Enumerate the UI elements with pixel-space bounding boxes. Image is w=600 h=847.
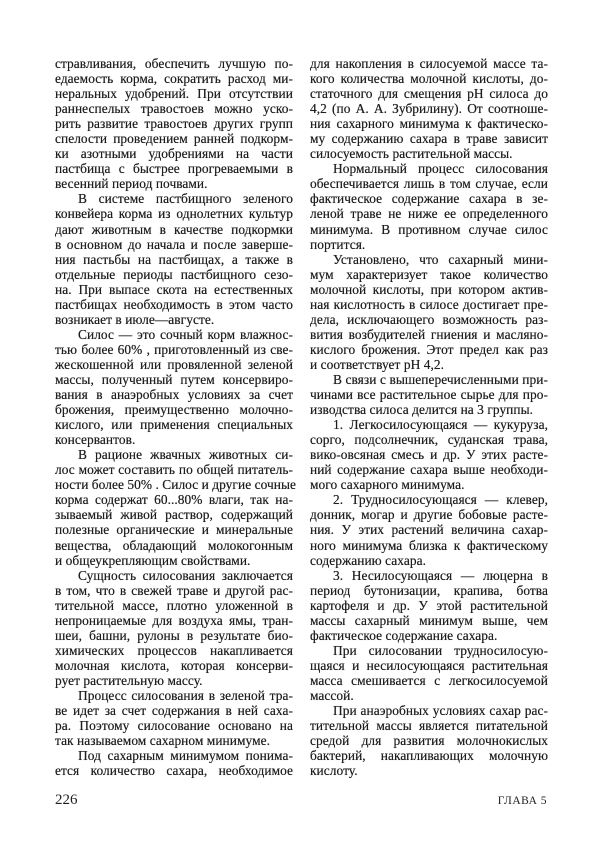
text-line: весенний период почвами. (55, 176, 208, 192)
paragraph (55, 327, 293, 447)
text-line: кислого, или применения специальных (55, 417, 293, 433)
text-line: портится. (310, 236, 366, 252)
text-line: полезные органические и минеральные (55, 522, 293, 538)
text-line: вещества, обладающий молокогонным (55, 537, 293, 553)
text-line: бактерий, накапливающих молочную (310, 748, 548, 764)
text-line: В связи с вышеперечисленными при- (333, 371, 548, 387)
paragraph (310, 372, 548, 417)
text-line: и соответствует рН 4,2. (310, 356, 444, 372)
text-line: фактическое содержание сахара в зе- (310, 191, 548, 207)
text-line: непроницаемые для воздуха ямы, тран- (55, 612, 293, 628)
text-line: массой. (310, 687, 354, 703)
paragraph (310, 492, 548, 567)
paragraph (310, 417, 548, 492)
text-line: едаемость корма, сократить расход ми- (55, 71, 293, 87)
text-line: средой для развития молочнокислых (310, 733, 548, 749)
text-line: ний содержание сахара выше необходи- (310, 462, 548, 478)
paragraph (55, 56, 293, 191)
text-line: ная кислотность в силосе достигает пре- (310, 296, 548, 312)
text-line: В рационе жвачных животных си- (78, 447, 293, 463)
paragraph (310, 643, 548, 703)
text-line: дела, исключающего возможность раз- (310, 311, 548, 327)
text-line: кислоту. (310, 763, 358, 779)
text-line: 2. Трудносилосующаяся — клевер, (333, 492, 548, 508)
text-line: вития возбудителей гниения и масляно- (310, 326, 548, 342)
running-footer-chapter: ГЛАВА 5 (497, 795, 547, 807)
text-line: для накопления в силосуемой массе та- (310, 56, 548, 71)
paragraph (310, 161, 548, 251)
text-line: период бутонизации, крапива, ботва (310, 582, 548, 598)
text-line: в основном до начала и после заверше- (55, 236, 293, 252)
text-line: содержанию сахара. (310, 552, 426, 568)
paragraph (310, 703, 548, 778)
left-column (55, 56, 297, 779)
text-line: ния пастьбы на пастбищах, а также в (55, 251, 293, 267)
text-line: сорго, подсолнечник, суданская трава, (310, 432, 548, 448)
text-line: тью более 60% , приготовленный из све- (55, 341, 293, 357)
text-line: ве идет за счет содержания в ней саха- (55, 703, 293, 719)
text-line: конвейера корма из однолетних культур (55, 206, 293, 222)
text-line: щаяся и несилосующаяся растительная (310, 657, 548, 673)
text-line: дают животным в качестве подкормки (55, 221, 293, 237)
text-line: брожения, преимущественно молочно- (55, 402, 293, 418)
text-line: рить развитие травостоев других групп (55, 116, 293, 132)
paragraph (55, 568, 293, 688)
text-line: В системе пастбищного зеленого (78, 191, 293, 207)
text-line: 3. Несилосующаяся — люцерна в (333, 567, 548, 583)
paragraph (55, 447, 297, 568)
text-line: стравливания, обеспечить лучшую по- (55, 56, 293, 71)
text-line: вания в анаэробных условиях за счет (55, 387, 293, 403)
text-line: донник, могар и другие бобовые расте- (310, 507, 548, 523)
text-line: отдельные периоды пастбищного сезо- (55, 266, 293, 282)
text-line: зываемый живой раствор, содержащий (55, 507, 293, 523)
text-line: фактическое содержание сахара. (310, 627, 498, 643)
text-line: ного минимума близка к фактическому (310, 537, 548, 553)
text-line: ния. У этих растений величина сахар- (310, 522, 548, 538)
text-line: ности более 50% . Силос и другие сочные (55, 477, 297, 493)
text-line: кого количества молочной кислоты, до- (310, 71, 548, 87)
text-line: Силос — это сочный корм влажнос- (78, 326, 293, 342)
text-line: Нормальный процесс силосования (333, 161, 548, 177)
text-line: 4,2 (по А. А. Зубрилину). От соотноше- (310, 101, 548, 117)
text-line: жескошенной или провяленной зеленой (55, 356, 293, 372)
text-line: массы, полученный путем консервиро- (55, 371, 293, 387)
text-line: пастбища с быстрее прогреваемыми в (55, 161, 293, 177)
text-line: корма содержат 60...80% влаги, так на- (55, 492, 293, 508)
text-line: пастбищах необходимость в этом часто (55, 296, 293, 312)
text-line: минимума. В противном случае силос (310, 221, 548, 237)
text-line: молочная кислота, которая консерви- (55, 657, 293, 673)
text-line: возникает в июле—августе. (55, 311, 215, 327)
text-line: так называемом сахарном минимуме. (55, 733, 270, 749)
text-line: лос может составить по общей питатель- (55, 462, 293, 478)
text-line: спелости проведением ранней подкорм- (55, 131, 293, 147)
text-line: изводства силоса делится на 3 группы. (310, 402, 534, 418)
text-line: ра. Поэтому силосование основано на (55, 718, 293, 734)
text-line: Процесс силосования в зеленой тра- (78, 687, 293, 703)
text-line: обеспечивается лишь в том случае, если (310, 176, 548, 192)
text-line: статочного для смещения рН силоса до (310, 86, 548, 102)
text-line: масса смешивается с легкосилосуемой (310, 672, 548, 688)
page-number: 226 (55, 792, 78, 808)
text-line: леной траве не ниже ее определенного (310, 206, 548, 222)
text-line: массы сахарный минимум выше, чем (310, 612, 548, 628)
paragraph (55, 191, 293, 326)
text-line: му содержанию сахара в траве зависит (310, 131, 548, 147)
text-line: химических процессов накапливается (55, 642, 293, 658)
paragraph (55, 748, 293, 778)
right-column (310, 56, 548, 778)
text-line: тительной массе, плотно уложенной в (55, 597, 293, 613)
text-line: картофеля и др. У этой растительной (310, 597, 548, 613)
paragraph (55, 688, 293, 748)
text-line: консервантов. (55, 432, 136, 448)
text-line: мого сахарного минимума. (310, 477, 465, 493)
text-line: 1. Легкосилосующаяся — кукуруза, (333, 417, 548, 433)
paragraph (310, 252, 548, 372)
text-line: на. При выпасе скота на естественных (55, 281, 293, 297)
text-line: мум характеризует такое количество (310, 266, 548, 282)
text-line: в том, что в свежей траве и другой рас- (55, 582, 293, 598)
text-line: ется количество сахара, необходимое (55, 763, 293, 779)
paragraph (310, 568, 548, 643)
text-line: Сущность силосования заключается (78, 567, 293, 583)
text-line: При анаэробных условиях сахар рас- (333, 703, 548, 719)
text-line: чинами все растительное сырье для про- (310, 387, 548, 403)
text-line: рует растительную массу. (55, 672, 203, 688)
text-line: раннеспелых травостоев можно уско- (55, 101, 293, 117)
text-line: силосуемость растительной массы. (310, 146, 513, 162)
text-line: Установлено, что сахарный мини- (333, 251, 548, 267)
text-line: тительной массы является питательной (310, 718, 548, 734)
text-line: Под сахарным минимумом понима- (78, 748, 293, 764)
text-line: неральных удобрений. При отсутствии (55, 86, 293, 102)
text-line: молочной кислоты, при котором актив- (310, 281, 548, 297)
text-line: ки азотными удобрениями на части (55, 146, 293, 162)
text-line: и общеукрепляющим свойствами. (55, 552, 251, 568)
text-line: кислого брожения. Этот предел как раз (310, 341, 548, 357)
text-line: вико-овсяная смесь и др. У этих расте- (310, 447, 548, 463)
paragraph (310, 56, 548, 161)
text-line: При силосовании трудносилосую- (333, 642, 548, 658)
text-line: шеи, башни, рулоны в результате био- (55, 627, 293, 643)
text-line: ния сахарного минимума к фактическо- (310, 116, 548, 132)
